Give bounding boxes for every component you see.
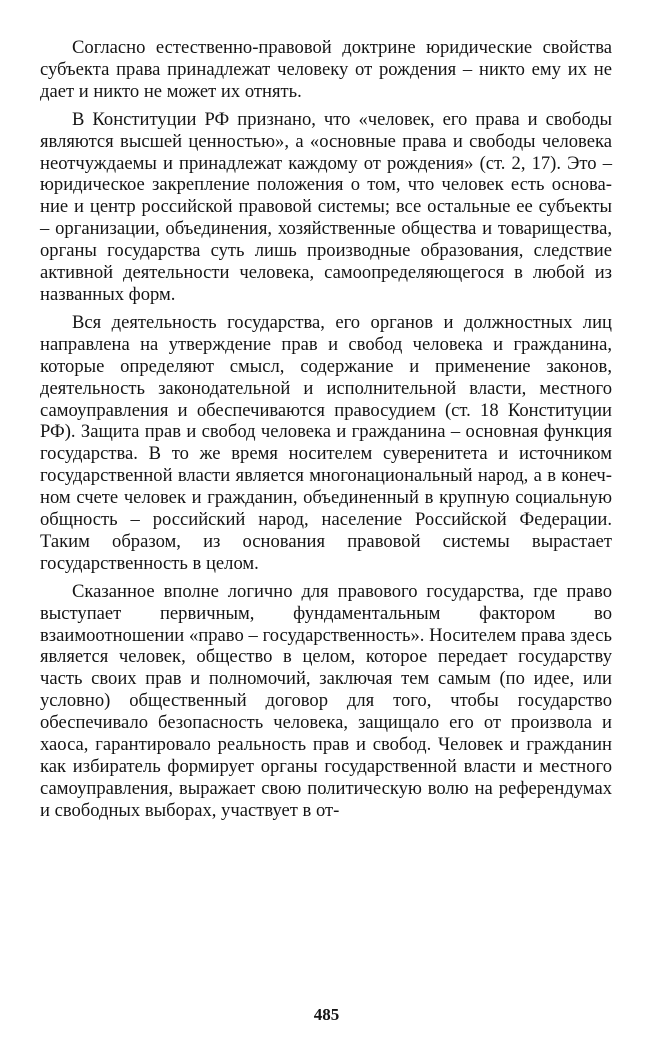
paragraph-4: Сказанное вполне логично для правового государства, где право выступает первичным, фундаментальным фактором во взаимоотношении «право – государственность». Носителем права здесь является человек, общество в целом, которое передает государству часть своих прав и полномочий, заключая тем самым (по идее, или условно) общественный договор для того, чтобы государство обеспечивало безопасность человека, защищало его от произвола и хаоса, гарантировало реальность прав и свобод. Человек и гражданин как избиратель формирует органы государственной власти и местного самоуправления, выражает свою политическую волю на референдумах и свободных выборах, участвует в от- bbox=[40, 580, 612, 821]
paragraph-3: Вся деятельность государства, его органов и должностных лиц направлена на утверждение прав и свобод человека и гражданина, которые определяют смысл, содержание и применение законов, деятельность законодательной и исполнительной власти, местного самоуправления и обеспечиваются правосудием (ст. 18 Конституции РФ). Защита прав и свобод человека и гражданина – основная функция государства. В то же время носителем суверенитета и источником государственной власти является многонациональный народ, а в конечном счете человек и гражданин, объединенный в крупную социальную общность – российский народ, население Российской Федерации. Таким образом, из основания правовой системы вырастает государственность в целом. bbox=[40, 311, 612, 574]
page-number: 485 bbox=[313, 1005, 340, 1024]
paragraph-2: В Конституции РФ признано, что «человек, его права и свободы являются высшей ценностью», а «основные права и свободы человека неотчуждаемы и принадлежат каждому от рождения» (ст. 2, 17). Это – юридическое закрепление положения о том, что человек есть основание и центр российской правовой системы; все остальные ее субъекты – организации, объединения, хозяйственные общества и товарищества, органы государства суть лишь производные образования, следствие активной деятельности человека, самоопределяющегося в любой из названных форм. bbox=[40, 108, 612, 305]
paragraph-1: Согласно естественно-правовой доктрине юридические свойства субъекта права принадлежат человеку от рождения – никто ему их не дает и никто не может их отнять. bbox=[40, 37, 612, 102]
page-body bbox=[40, 37, 612, 822]
